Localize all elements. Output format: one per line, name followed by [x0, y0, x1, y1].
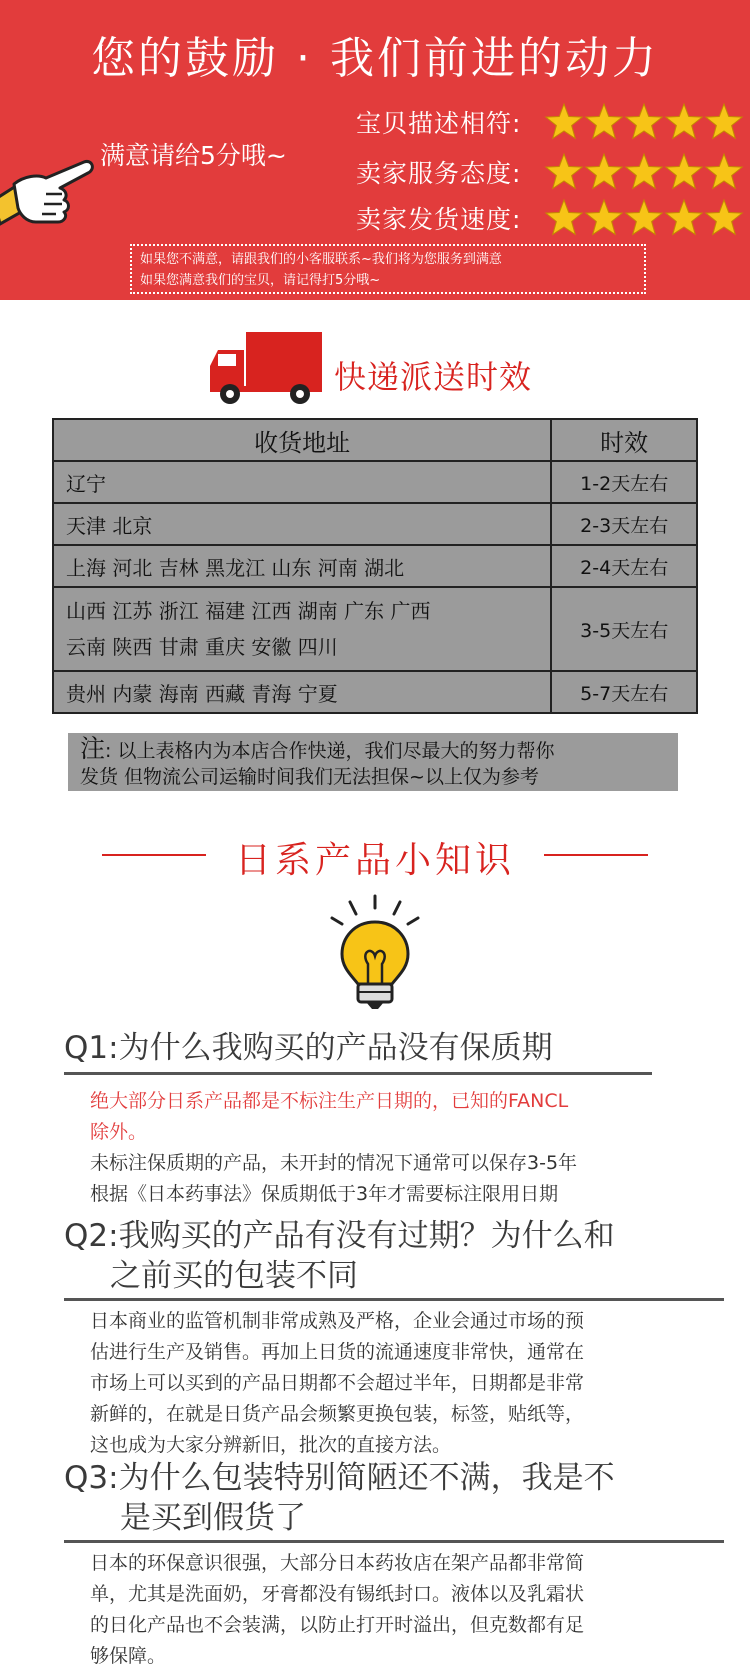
column-header-time: 时效	[551, 419, 697, 461]
question-line: Q2:我购买的产品有没有过期？为什么和	[64, 1218, 615, 1254]
answer-line: 新鲜的，在就是日货产品会频繁更换包装，标签，贴纸等，	[90, 1403, 585, 1425]
answer-3	[90, 1548, 584, 1672]
answer-line: 市场上可以买到的产品日期都不会超过半年，日期都是非常	[90, 1372, 585, 1394]
delivery-time-table	[52, 418, 698, 714]
answer-line: 这也成为大家分辨新旧，批次的直接方法。	[90, 1434, 452, 1456]
notice-line: 如果您满意我们的宝贝，请记得打5分哦~	[140, 273, 381, 288]
time-cell: 1-2天左右	[551, 461, 697, 503]
star-icon	[546, 154, 582, 188]
question-1	[64, 1028, 553, 1068]
heading-rule-right	[544, 854, 648, 856]
table-row	[53, 461, 697, 503]
time-cell: 3-5天左右	[551, 587, 697, 671]
star-icon	[626, 154, 662, 188]
region-cell: 贵州 内蒙 海南 西藏 青海 宁夏	[53, 671, 551, 713]
star-icon	[626, 200, 662, 234]
answer-line: 根据《日本药事法》保质期低于3年才需要标注限用日期	[90, 1183, 559, 1205]
heading-rule-left	[102, 854, 206, 856]
region-line: 云南 陕西 甘肃 重庆 安徽 四川	[66, 635, 338, 659]
rating-label: 宝贝描述相符:	[356, 109, 522, 138]
region-cell: 天津 北京	[53, 503, 551, 545]
rating-row-service	[356, 150, 746, 194]
five-stars	[544, 150, 744, 194]
region-cell: 上海 河北 吉林 黑龙江 山东 河南 湖北	[53, 545, 551, 587]
rating-row-shipping	[356, 196, 746, 240]
star-icon	[586, 154, 622, 188]
star-icon	[546, 200, 582, 234]
banner-title: 您的鼓励 · 我们前进的动力	[91, 33, 659, 84]
note-line: 发货 但物流公司运输时间我们无法担保~以上仅为参考	[80, 766, 539, 788]
region-cell	[53, 587, 551, 671]
star-icon	[706, 154, 742, 188]
question-line: 是买到假货了	[120, 1500, 306, 1536]
table-header-row	[53, 419, 697, 461]
notice-line: 如果您不满意，请跟我们的小客服联系~我们将为您服务到满意	[140, 252, 502, 267]
answer-line: 未标注保质期的产品，未开封的情况下通常可以保存3-5年	[90, 1152, 578, 1174]
star-icon	[626, 104, 662, 138]
table-row	[53, 503, 697, 545]
time-cell: 2-4天左右	[551, 545, 697, 587]
table-row	[53, 671, 697, 713]
question-line: 之前买的包装不同	[110, 1258, 358, 1294]
column-header-address: 收货地址	[53, 419, 551, 461]
knowledge-title: 日系产品小知识	[234, 840, 515, 881]
table-row	[53, 587, 697, 671]
answer-line: 的日化产品也不会装满，以防止打开时溢出，但克数都有足	[90, 1614, 585, 1636]
rate-prompt: 满意请给5分哦~	[100, 141, 287, 170]
note-head: 注	[80, 734, 106, 763]
rating-label: 卖家服务态度:	[356, 159, 522, 188]
time-cell: 2-3天左右	[551, 503, 697, 545]
star-icon	[546, 104, 582, 138]
star-icon	[666, 154, 702, 188]
question-line: Q1:为什么我购买的产品没有保质期	[64, 1030, 553, 1066]
knowledge-heading	[0, 826, 750, 882]
region-cell: 辽宁	[53, 461, 551, 503]
star-icon	[586, 104, 622, 138]
five-stars	[544, 196, 744, 240]
answer-line-highlight: 除外。	[90, 1121, 148, 1143]
contact-notice	[130, 244, 646, 294]
time-cell: 5-7天左右	[551, 671, 697, 713]
question-underline	[64, 1298, 724, 1301]
answer-2	[90, 1306, 584, 1461]
question-2	[64, 1216, 615, 1296]
star-icon	[706, 104, 742, 138]
star-icon	[666, 200, 702, 234]
rating-banner	[0, 0, 750, 300]
answer-1	[90, 1086, 577, 1210]
answer-line: 日本的环保意识很强，大部分日本药妆店在架产品都非常简	[90, 1552, 585, 1574]
answer-line: 单，尤其是洗面奶，牙膏都没有锡纸封口。液体以及乳霜状	[90, 1583, 585, 1605]
answer-line: 够保障。	[90, 1645, 167, 1667]
five-stars	[544, 100, 744, 144]
table-row	[53, 545, 697, 587]
question-underline	[64, 1540, 724, 1543]
question-underline	[64, 1072, 652, 1075]
star-icon	[666, 104, 702, 138]
question-line: Q3:为什么包装特别简陋还不满，我是不	[64, 1460, 615, 1496]
answer-line: 估进行生产及销售。再加上日货的流通速度非常快，通常在	[90, 1341, 585, 1363]
delivery-title: 快递派送时效	[334, 358, 533, 396]
pointing-hand-icon	[0, 138, 94, 228]
answer-line-highlight: 绝大部分日系产品都是不标注生产日期的，已知的FANCL	[90, 1090, 569, 1112]
star-icon	[586, 200, 622, 234]
question-3	[64, 1458, 615, 1538]
note-line: : 以上表格内为本店合作快递，我们尽最大的努力帮你	[105, 740, 555, 762]
star-icon	[706, 200, 742, 234]
delivery-note	[68, 733, 678, 791]
rating-row-description	[356, 100, 746, 144]
answer-line: 日本商业的监管机制非常成熟及严格，企业会通过市场的预	[90, 1310, 585, 1332]
region-line: 山西 江苏 浙江 福建 江西 湖南 广东 广西	[66, 599, 431, 623]
rating-label: 卖家发货速度:	[356, 205, 522, 234]
light-bulb-icon	[320, 892, 430, 1012]
delivery-truck-icon	[208, 330, 324, 406]
